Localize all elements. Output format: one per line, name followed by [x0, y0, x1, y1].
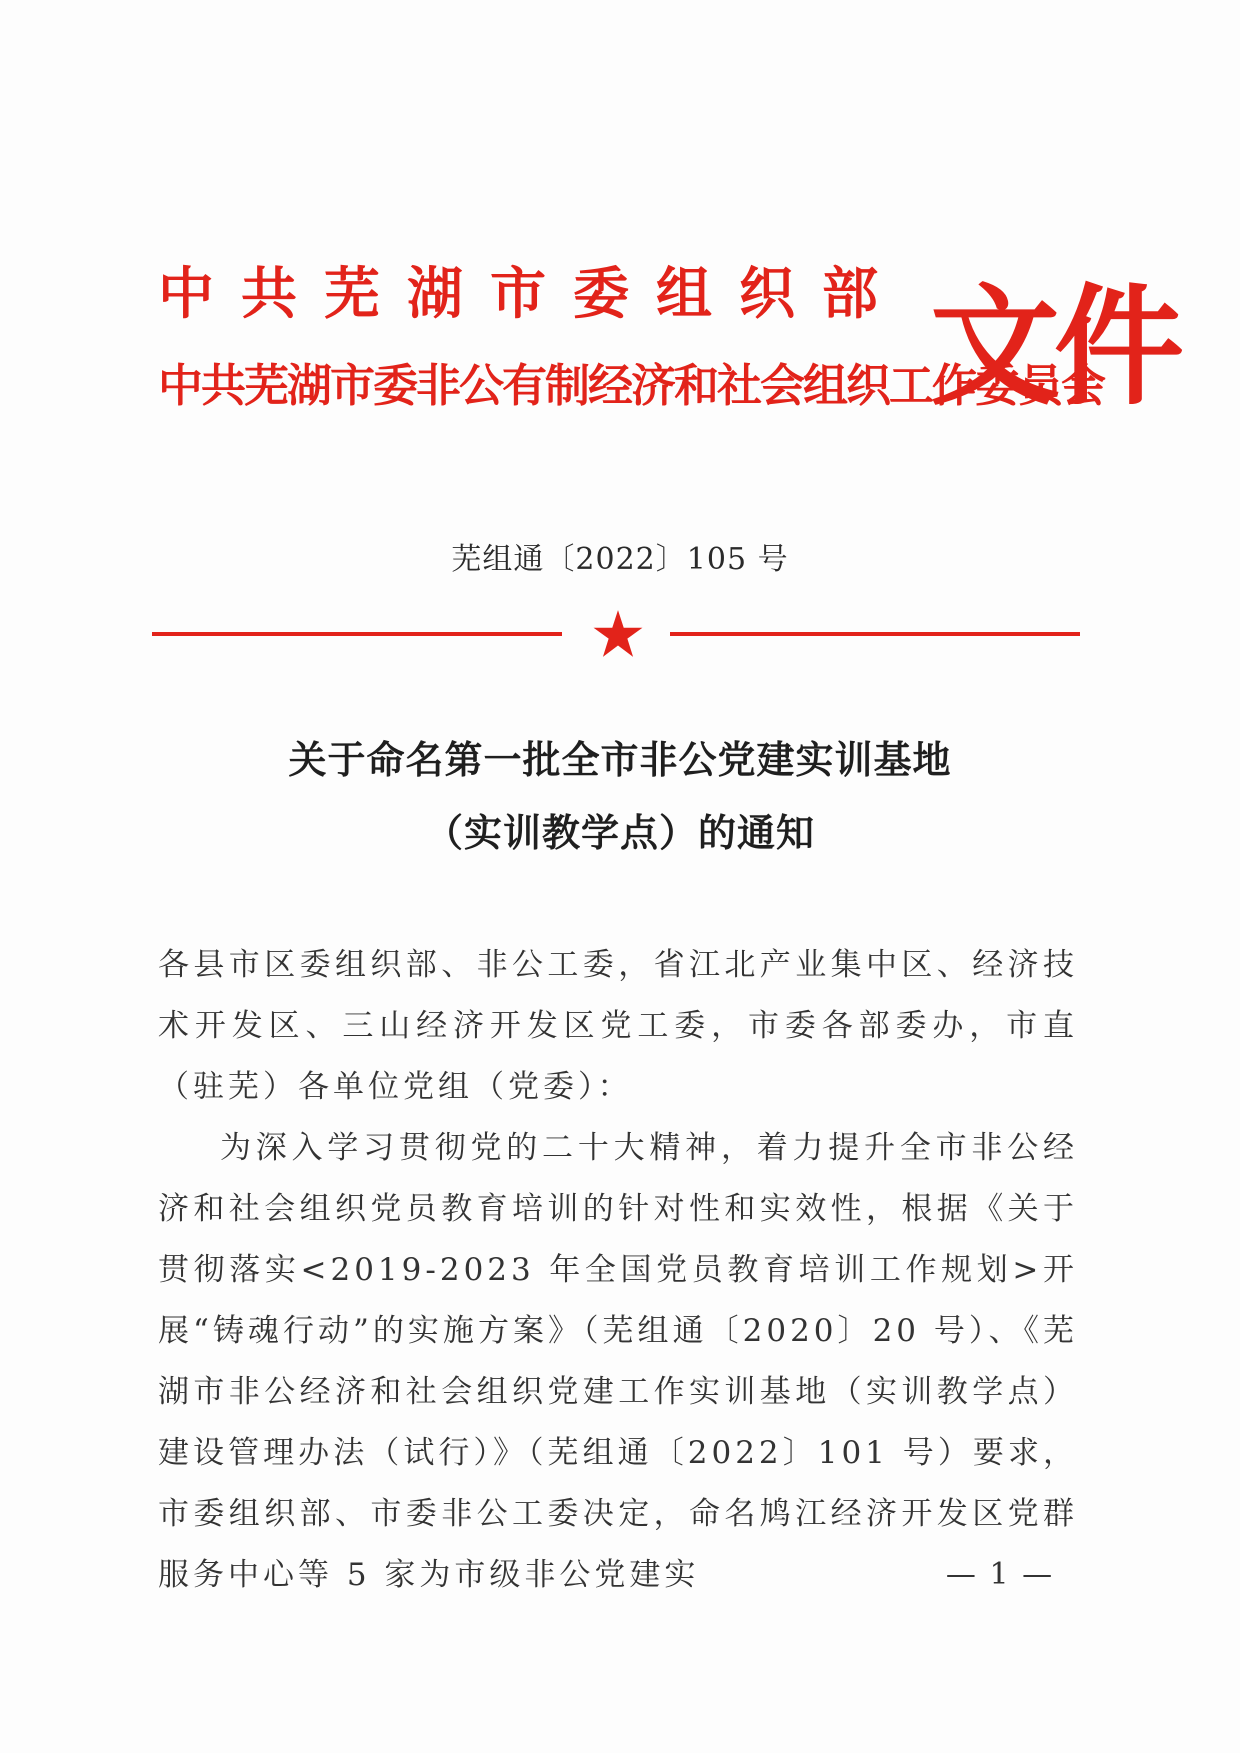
doc-type-label: 文件	[930, 270, 1179, 423]
red-divider	[152, 614, 1080, 654]
divider-line-left	[152, 632, 562, 636]
issuing-org-1: 中共芜湖市委组织部	[158, 261, 905, 327]
divider-line-right	[670, 632, 1080, 636]
page-number: — 1 —	[945, 1557, 1055, 1592]
doc-number: 芜组通〔2022〕105 号	[451, 542, 789, 577]
issuing-org-2: 中共芜湖市委非公有制经济和社会组织工作委员会	[158, 359, 1105, 412]
notice-title-line-1: 关于命名第一批全市非公党建实训基地	[288, 738, 952, 782]
notice-body	[158, 935, 1078, 1606]
body-paragraph: 为深入学习贯彻党的二十大精神，着力提升全市非公经济和社会组织党员教育培训的针对性和实效性，根据《关于贯彻落实<2019-2023 年全国党员教育培训工作规划>开展“铸魂行动”的实施方案》（芜组通〔2020〕20 号）、《芜湖市非公经济和社会组织党建工作实训基地（实训教学点）建设管理办法（试行）》（芜组通〔2022〕101 号）要求，市委组织部、市委非公工委决定，命名鸠江经济开发区党群服务中心等 5 家为市级非公党建实	[158, 1130, 1078, 1593]
notice-title-line-2: （实训教学点）的通知	[424, 811, 815, 855]
letterhead	[158, 261, 1179, 442]
star-icon	[592, 608, 644, 660]
addressee: 各县市区委组织部、非公工委，省江北产业集中区、经济技术开发区、三山经济开发区党工委，市委各部委办，市直（驻芜）各单位党组（党委）：	[158, 947, 1078, 1105]
